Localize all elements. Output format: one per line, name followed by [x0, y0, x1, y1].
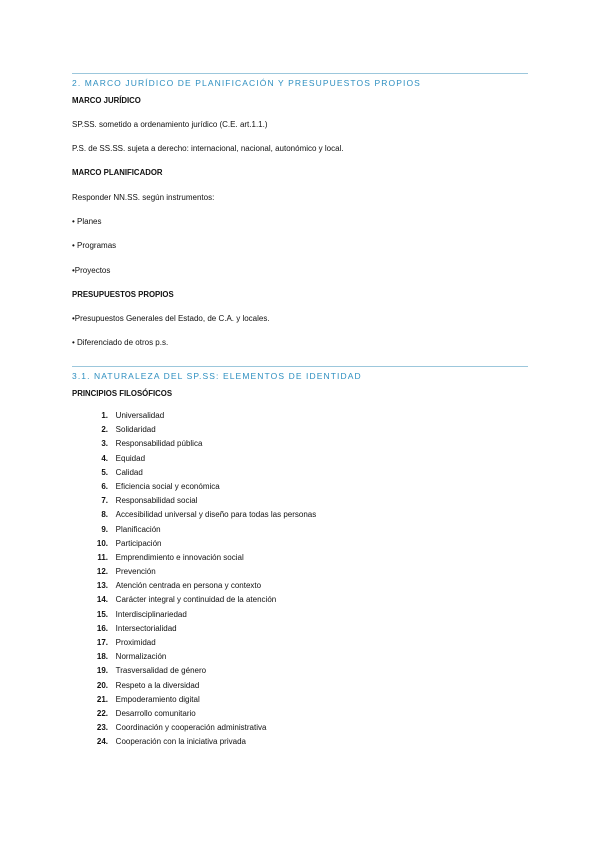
principio-list-item: [90, 567, 316, 581]
list-item-number: 12.: [96, 567, 108, 577]
principio-list-item: [90, 525, 316, 539]
list-item-text: Responsabilidad social: [115, 496, 198, 506]
list-item-number: 2.: [101, 425, 108, 435]
list-item-number: 13.: [96, 581, 108, 591]
principio-list-item: [90, 539, 316, 553]
list-item-text: Universalidad: [115, 411, 165, 420]
list-item-number: 16.: [96, 623, 108, 633]
list-item-text: Carácter integral y continuidad de la atención: [115, 595, 277, 605]
list-item-number: 3.: [101, 439, 108, 449]
principio-list-item: [90, 723, 316, 737]
list-item-text: Intersectorialidad: [115, 623, 177, 633]
list-item-number: 14.: [96, 595, 108, 605]
bullet-presupuestos-generales: •Presupuestos Generales del Estado, de C.A. y locales.: [72, 314, 270, 323]
principios-title: PRINCIPIOS FILOSÓFICOS: [72, 389, 173, 398]
list-item-number: 8.: [101, 510, 108, 520]
list-item-text: Respeto a la diversidad: [115, 680, 200, 690]
section-heading-naturaleza: 3.1. NATURALEZA DEL SP.SS: ELEMENTOS DE IDENTIDAD: [72, 366, 528, 381]
list-item-number: 22.: [96, 708, 108, 718]
list-item-text: Planificación: [115, 524, 161, 534]
list-item-number: 23.: [96, 723, 108, 733]
list-item-number: 7.: [101, 496, 108, 506]
principio-list-item: [90, 652, 316, 666]
bullet-diferenciado: • Diferenciado de otros p.s.: [72, 338, 169, 347]
principio-list-item: [90, 482, 316, 496]
list-item-text: Coordinación y cooperación administrativa: [115, 723, 267, 733]
principio-list-item: [90, 638, 316, 652]
bullet-proyectos: •Proyectos: [72, 266, 111, 275]
paragraph-ordenamiento: SP.SS. sometido a ordenamiento jurídico (C.E. art.1.1.): [72, 120, 268, 129]
principio-list-item: [90, 468, 316, 482]
section-heading-marco-juridico: 2. MARCO JURÍDICO DE PLANIFICACIÓN Y PRESUPUESTOS PROPIOS: [72, 73, 528, 88]
list-item-number: 21.: [96, 694, 108, 704]
list-item-text: Accesibilidad universal y diseño para todas las personas: [115, 510, 317, 520]
list-item-number: 19.: [96, 666, 108, 676]
list-item-number: 24.: [96, 737, 108, 747]
principio-list-item: [90, 709, 316, 723]
principio-list-item: [90, 510, 316, 524]
principio-list-item: [90, 737, 316, 751]
bullet-planes: • Planes: [72, 217, 102, 226]
list-item-text: Emprendimiento e innovación social: [115, 552, 244, 562]
list-item-text: Responsabilidad pública: [115, 439, 203, 449]
list-item-text: Cooperación con la iniciativa privada: [115, 737, 246, 747]
list-item-number: 4.: [101, 453, 108, 463]
principio-list-item: [90, 425, 316, 439]
list-item-text: Interdisciplinariedad: [115, 609, 187, 619]
list-item-number: 5.: [101, 467, 108, 477]
list-item-number: 6.: [101, 481, 108, 491]
principio-list-item: [90, 411, 316, 425]
list-item-text: Calidad: [115, 467, 143, 477]
marco-planificador-title: MARCO PLANIFICADOR: [72, 168, 163, 177]
bullet-programas: • Programas: [72, 241, 117, 250]
list-item-number: 17.: [96, 638, 108, 647]
principio-list-item: [90, 454, 316, 468]
document-page: [72, 0, 528, 848]
principio-list-item: [90, 610, 316, 624]
list-item-text: Trasversalidad de género: [115, 666, 207, 676]
principio-list-item: [90, 695, 316, 709]
list-item-number: 15.: [96, 609, 108, 619]
principio-list-item: [90, 624, 316, 638]
list-item-number: 18.: [96, 652, 108, 662]
list-item-number: 20.: [96, 680, 108, 690]
principio-list-item: [90, 439, 316, 453]
list-item-text: Participación: [115, 538, 162, 548]
list-item-text: Atención centrada en persona y contexto: [115, 581, 262, 591]
paragraph-derecho: P.S. de SS.SS. sujeta a derecho: internacional, nacional, autonómico y local.: [72, 144, 344, 153]
list-item-text: Normalización: [115, 652, 167, 662]
list-item-number: 1.: [101, 411, 108, 420]
list-item-number: 10.: [96, 538, 108, 548]
list-item-text: Equidad: [115, 453, 146, 463]
principio-list-item: [90, 666, 316, 680]
marco-juridico-title: MARCO JURÍDICO: [72, 96, 141, 105]
list-item-number: 11.: [97, 552, 108, 562]
principio-list-item: [90, 496, 316, 510]
list-item-text: Proximidad: [115, 638, 156, 647]
principio-list-item: [90, 581, 316, 595]
principio-list-item: [90, 595, 316, 609]
principios-list: [90, 411, 316, 752]
list-item-text: Solidaridad: [115, 425, 156, 435]
paragraph-instrumentos: Responder NN.SS. según instrumentos:: [72, 193, 215, 202]
principio-list-item: [90, 681, 316, 695]
list-item-text: Desarrollo comunitario: [115, 708, 196, 718]
principio-list-item: [90, 553, 316, 567]
list-item-text: Prevención: [115, 567, 156, 577]
list-item-number: 9.: [101, 524, 108, 534]
list-item-text: Eficiencia social y económica: [115, 481, 220, 491]
list-item-text: Empoderamiento digital: [115, 694, 200, 704]
presupuestos-title: PRESUPUESTOS PROPIOS: [72, 290, 174, 299]
